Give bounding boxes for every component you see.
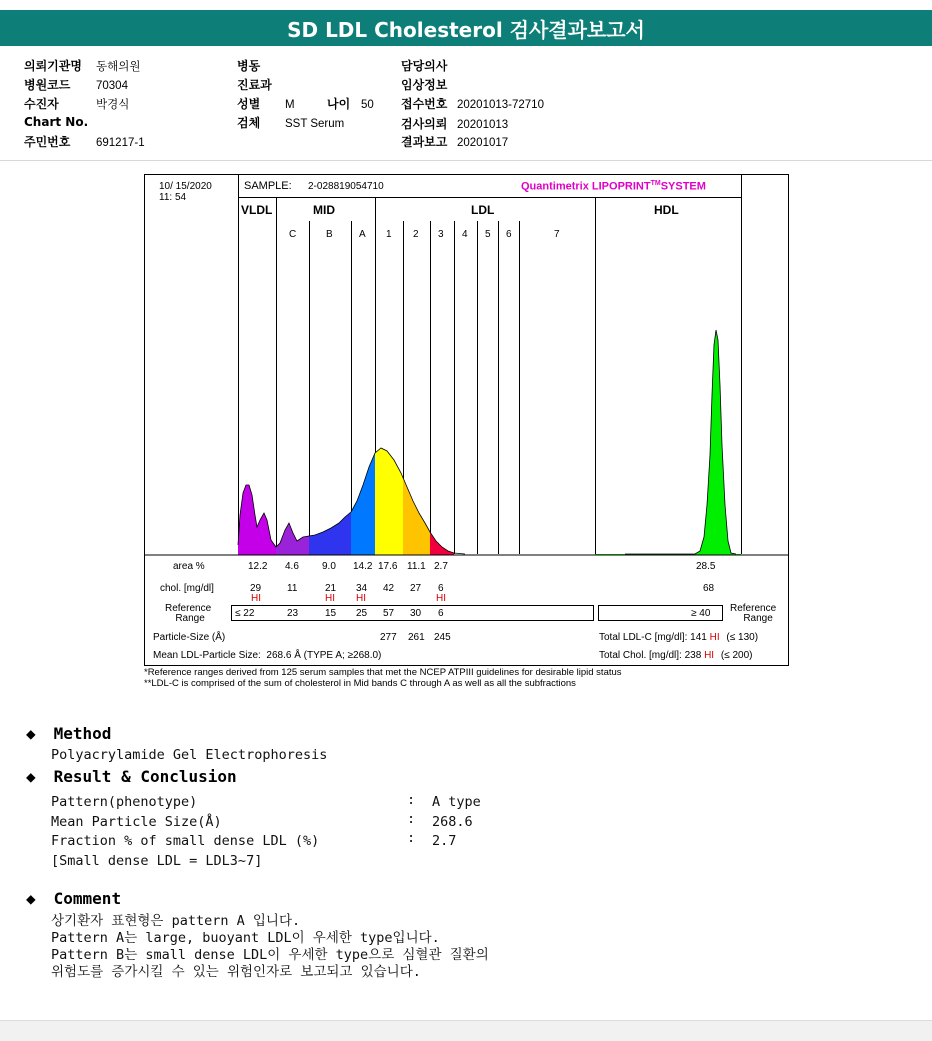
diamond-icon: ◆ [26, 767, 36, 786]
info-request-date [401, 115, 508, 132]
info-label: 검사의뢰 [401, 117, 448, 131]
info-department [237, 76, 272, 93]
area-value: 14.2 [353, 561, 373, 572]
ref-value: 57 [383, 608, 395, 619]
result-label: Fraction % of small dense LDL (%) [51, 833, 320, 849]
brand-tm: TM [650, 180, 661, 187]
ref-label-line2: Range [175, 613, 205, 624]
row-label-chol: chol. [mg/dl] [160, 583, 214, 594]
hi-flag: HI [436, 593, 446, 604]
info-label: 수진자 [24, 97, 59, 111]
area-value: 9.0 [322, 561, 336, 572]
info-value: M [285, 99, 295, 111]
band-fill-ldl2 [403, 175, 430, 555]
chol-value: 6 [438, 583, 444, 594]
info-label: 임상정보 [401, 78, 448, 92]
info-doctor [401, 57, 457, 74]
info-label: Chart No. [24, 115, 89, 129]
ref-value-hdl: ≥ 40 [691, 608, 711, 619]
result-sep: : [407, 792, 416, 808]
info-label: 진료과 [237, 78, 272, 92]
result-value: A type [432, 794, 481, 810]
electrophoresis-curve [145, 175, 788, 557]
band-label: 4 [462, 229, 468, 240]
info-value: 20201013 [457, 119, 509, 131]
info-label: 결과보고 [401, 135, 448, 149]
mean-particle [153, 650, 381, 661]
ref-value: 30 [410, 608, 422, 619]
info-label: 병원코드 [24, 78, 71, 92]
band-label: B [326, 229, 333, 240]
info-label: 의뢰기관명 [24, 59, 82, 73]
comment-heading-text: Comment [53, 889, 122, 908]
mean-particle-value: 268.6 Å (TYPE A; ≥268.0) [266, 650, 382, 661]
chol-value: 29 [250, 583, 262, 594]
footnote-reference: *Reference ranges derived from 125 serum samples that met the NCEP ATPIII guidelines for desirable lipid status [144, 667, 622, 678]
sample-label: SAMPLE: [244, 180, 292, 192]
ref-value: 15 [325, 608, 337, 619]
hi-flag: HI [325, 593, 335, 604]
info-label: 검체 [237, 116, 261, 130]
info-clinical [401, 76, 457, 93]
info-value: 20201017 [457, 137, 509, 149]
info-value: 50 [361, 99, 374, 111]
area-value: 2.7 [434, 561, 448, 572]
chol-value: 34 [356, 583, 368, 594]
chol-value: 27 [410, 583, 422, 594]
total-chol [599, 650, 752, 661]
band-fill-a [351, 175, 375, 555]
ref-label-line1: Reference [165, 603, 212, 614]
info-sex [237, 95, 295, 112]
chol-value: 42 [383, 583, 395, 594]
band-label: C [289, 229, 297, 240]
result-sep: : [407, 811, 416, 827]
info-label: 담당의사 [401, 59, 448, 73]
info-value: 20201013-72710 [457, 99, 544, 111]
band-label: A [359, 229, 366, 240]
info-label: 병동 [237, 59, 261, 73]
info-ward [237, 57, 260, 74]
total-ldl-label: Total LDL-C [mg/dl]: [599, 632, 688, 643]
info-value: 691217-1 [96, 137, 145, 149]
area-value: 11.1 [407, 561, 426, 572]
group-hdl: HDL [654, 203, 679, 217]
diamond-icon: ◆ [26, 724, 36, 743]
report-title: SD LDL Cholesterol 검사결과보고서 [0, 10, 932, 46]
info-specimen [237, 114, 344, 131]
info-resident-no [24, 133, 145, 150]
total-chol-label: Total Chol. [mg/dl]: [599, 650, 682, 661]
info-chart-no [24, 115, 96, 129]
sample-id: 2-028819054710 [308, 181, 384, 192]
row-label-ref-right [730, 604, 776, 624]
band-fill-c [276, 175, 309, 555]
total-ldl-flag: HI [709, 632, 720, 643]
hi-flag: HI [251, 593, 261, 604]
ref-value: 23 [287, 608, 299, 619]
method-heading [26, 724, 111, 743]
particle-value: 277 [380, 632, 397, 643]
band-label: 2 [413, 229, 419, 240]
band-label: 1 [386, 229, 392, 240]
particle-value: 261 [408, 632, 425, 643]
comment-line: Pattern B는 small dense LDL이 우세한 type으로 심혈관 질환의 [51, 947, 489, 963]
comment-line: 상기환자 표현형은 pattern A 입니다. [51, 913, 301, 929]
info-value: 70304 [96, 80, 128, 92]
report-date: 10/ 15/2020 [159, 181, 212, 192]
area-value: 12.2 [248, 561, 268, 572]
total-chol-ref: (≤ 200) [720, 650, 753, 661]
bottom-scroll-strip [0, 1020, 932, 1041]
area-value: 4.6 [285, 561, 299, 572]
area-value: 17.6 [378, 561, 398, 572]
row-label-particle: Particle-Size (Å) [153, 632, 226, 643]
ref-value: 25 [356, 608, 368, 619]
total-chol-value: 238 [684, 650, 702, 661]
band-label: 7 [554, 229, 560, 240]
comment-line: Pattern A는 large, buoyant LDL이 우세한 type입니다. [51, 930, 440, 946]
result-heading-text: Result & Conclusion [53, 767, 237, 786]
chol-value-hdl: 68 [703, 583, 715, 594]
result-sep: : [407, 830, 416, 846]
band-label: 5 [485, 229, 491, 240]
ref-label-line1: Reference [730, 603, 777, 614]
total-ldl-ref: (≤ 130) [726, 632, 759, 643]
ref-value: ≤ 22 [235, 608, 255, 619]
info-value: 동해의원 [96, 61, 141, 73]
info-label: 주민번호 [24, 135, 71, 149]
group-mid: MID [313, 203, 335, 217]
brand-tail: SYSTEM [660, 180, 706, 193]
patient-info-panel [0, 46, 932, 161]
info-age [327, 95, 374, 112]
diamond-icon: ◆ [26, 889, 36, 908]
band-fill-ldl1 [375, 175, 403, 555]
band-fill-b [309, 175, 351, 555]
hi-flag: HI [356, 593, 366, 604]
row-label-area: area % [173, 561, 205, 572]
total-chol-flag: HI [704, 650, 715, 661]
info-patient-name [24, 95, 129, 112]
result-value: 2.7 [432, 833, 457, 849]
info-hospital-code [24, 76, 128, 93]
info-value: SST Serum [285, 118, 345, 130]
info-label: 나이 [327, 97, 351, 111]
result-label: Pattern(phenotype) [51, 794, 198, 810]
total-ldl [599, 632, 758, 643]
footnote-ldl: **LDL-C is comprised of the sum of cholesterol in Mid bands C through A as well as all the subfractions [144, 678, 576, 689]
lipoprint-report [144, 174, 789, 666]
result-value: 268.6 [432, 814, 473, 830]
row-label-ref [165, 604, 211, 624]
ref-value: 6 [438, 608, 444, 619]
brand-name: Quantimetrix LIPOPRINT [521, 180, 651, 193]
group-ldl: LDL [471, 203, 495, 217]
info-label: 접수번호 [401, 97, 448, 111]
info-label: 성별 [237, 97, 261, 111]
band-fill-vldl [238, 175, 276, 555]
comment-line: 위험도를 증가시킬 수 있는 위험인자로 보고되고 있습니다. [51, 964, 421, 980]
info-reception-no [401, 95, 544, 112]
group-vldl: VLDL [241, 203, 273, 217]
particle-value: 245 [434, 632, 451, 643]
info-institution [24, 57, 140, 74]
info-report-date [401, 133, 508, 150]
band-fill-ldl3 [430, 175, 454, 555]
result-label: Mean Particle Size(Å) [51, 814, 222, 830]
result-note: [Small dense LDL = LDL3~7] [51, 853, 263, 869]
mean-particle-label: Mean LDL-Particle Size: [153, 650, 261, 661]
info-value: 박경식 [96, 99, 130, 111]
method-text: Polyacrylamide Gel Electrophoresis [51, 747, 328, 763]
area-value-hdl: 28.5 [696, 561, 716, 572]
band-label: 6 [506, 229, 512, 240]
method-heading-text: Method [53, 724, 112, 743]
chol-value: 21 [325, 583, 337, 594]
band-label: 3 [438, 229, 444, 240]
total-ldl-value: 141 [690, 632, 707, 643]
report-time: 11: 54 [159, 192, 187, 203]
chol-value: 11 [287, 583, 298, 594]
comment-heading [26, 889, 121, 908]
ref-label-line2: Range [743, 613, 773, 624]
result-heading [26, 767, 237, 786]
